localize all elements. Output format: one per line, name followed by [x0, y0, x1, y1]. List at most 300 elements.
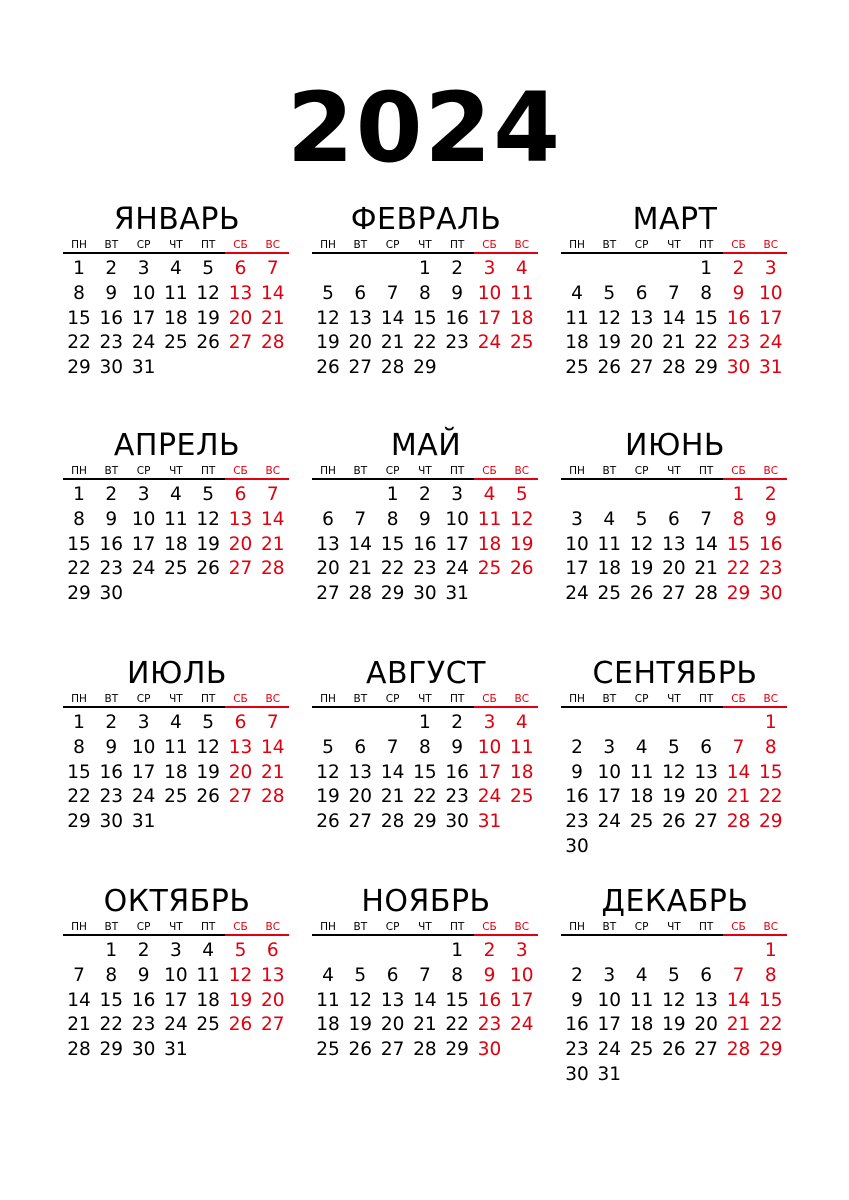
weekend-day: 5: [234, 940, 247, 961]
days-grid: [561, 938, 789, 1085]
weekday-label: СР: [634, 921, 649, 933]
weekday-label: ПТ: [699, 239, 714, 251]
day-number: 18: [629, 1014, 654, 1036]
weekday-label: ВС: [265, 239, 281, 251]
day-number: 29: [99, 1039, 124, 1061]
weekend-day: 28: [261, 332, 285, 354]
month-block: [312, 884, 540, 1063]
day-number: 14: [694, 533, 718, 555]
day-number: 20: [316, 558, 340, 580]
weekend-day: 27: [228, 786, 253, 808]
day-number: 24: [164, 1014, 188, 1036]
weekend-day: 27: [228, 332, 253, 354]
weekend-rule: [225, 934, 290, 936]
weekend-day: 17: [510, 989, 534, 1011]
day-number: 19: [662, 786, 686, 808]
day-number: 18: [164, 761, 188, 783]
weekday-label: ПН: [71, 239, 87, 251]
month-block: [63, 202, 291, 381]
weekday-label: ВТ: [602, 465, 617, 477]
day-number: 23: [445, 786, 469, 808]
day-number: 12: [662, 761, 686, 783]
day-number: 30: [99, 811, 124, 833]
weekday-label: СР: [136, 693, 151, 705]
weekday-label: ПТ: [699, 921, 714, 933]
weekend-day: 8: [732, 508, 745, 530]
weekday-label: ВТ: [104, 239, 119, 251]
day-number: 19: [662, 1014, 686, 1036]
weekend-day: 17: [477, 761, 502, 783]
weekend-day: 13: [228, 508, 253, 530]
weekend-day: 28: [726, 811, 751, 833]
day-number: 3: [137, 258, 150, 279]
day-number: 4: [170, 258, 182, 279]
day-number: 6: [322, 508, 334, 530]
day-number: 29: [445, 1039, 469, 1061]
month-block: [63, 656, 291, 835]
month-name: ИЮНЬ: [625, 428, 725, 463]
day-number: 10: [131, 282, 156, 304]
day-number: 15: [99, 989, 124, 1011]
weekend-day: 9: [483, 964, 496, 986]
day-number: 10: [131, 508, 156, 530]
day-number: 8: [451, 964, 464, 986]
weekday-header: [312, 238, 540, 252]
day-number: 23: [413, 558, 437, 580]
weekday-label: ЧТ: [418, 239, 432, 251]
day-number: 27: [662, 583, 686, 605]
day-number: 11: [164, 282, 188, 304]
day-number: 8: [700, 282, 713, 304]
day-number: 22: [67, 558, 91, 580]
day-number: 11: [164, 508, 188, 530]
weekday-label: ПТ: [450, 693, 465, 705]
weekend-day: 15: [759, 989, 783, 1011]
day-number: 24: [131, 558, 156, 580]
weekday-label: СБ: [482, 465, 497, 477]
day-number: 4: [170, 712, 182, 733]
weekday-label: СР: [136, 921, 151, 933]
day-number: 17: [445, 533, 469, 555]
year-title: 2024: [286, 72, 563, 184]
day-number: 10: [131, 736, 156, 758]
day-number: 15: [67, 307, 91, 329]
weekend-day: 14: [261, 736, 285, 758]
day-number: 25: [164, 332, 188, 354]
day-number: 23: [99, 332, 124, 354]
day-number: 7: [700, 508, 713, 530]
day-number: 27: [348, 811, 373, 833]
day-number: 21: [694, 558, 718, 580]
day-number: 25: [629, 1039, 654, 1061]
day-number: 31: [597, 1064, 622, 1085]
day-number: 3: [571, 508, 583, 530]
weekday-label: ПТ: [699, 465, 714, 477]
weekend-day: 1: [764, 712, 777, 733]
weekend-rule: [474, 478, 539, 480]
days-grid: [561, 482, 789, 607]
weekday-label: ПТ: [201, 693, 216, 705]
day-number: 11: [565, 307, 589, 329]
weekend-day: 7: [266, 258, 279, 279]
day-number: 12: [196, 508, 220, 530]
weekday-label: ПН: [320, 921, 336, 933]
day-number: 11: [629, 989, 654, 1011]
weekend-day: 8: [764, 964, 777, 986]
weekend-day: 28: [726, 1039, 751, 1061]
day-number: 25: [196, 1014, 220, 1036]
day-number: 1: [419, 258, 431, 279]
day-number: 9: [105, 282, 118, 304]
days-grid: [63, 482, 291, 607]
weekday-label: ПН: [320, 693, 336, 705]
day-number: 7: [354, 508, 367, 530]
day-number: 25: [164, 786, 188, 808]
month-name: ДЕКАБРЬ: [601, 884, 749, 919]
weekend-day: 22: [759, 786, 783, 808]
day-number: 31: [131, 357, 156, 379]
weekend-day: 14: [261, 282, 285, 304]
weekday-label: ВС: [265, 465, 281, 477]
day-number: 20: [348, 332, 373, 354]
weekend-day: 11: [510, 736, 534, 758]
day-number: 5: [202, 712, 215, 733]
weekday-label: ВС: [514, 921, 530, 933]
weekend-day: 12: [510, 508, 534, 530]
weekend-day: 6: [234, 712, 247, 733]
day-number: 16: [99, 761, 124, 783]
day-number: 18: [316, 1014, 340, 1036]
day-number: 23: [131, 1014, 156, 1036]
day-number: 2: [571, 964, 583, 986]
weekend-day: 23: [759, 558, 783, 580]
weekday-label: ВТ: [104, 921, 119, 933]
day-number: 4: [170, 484, 182, 505]
weekend-day: 6: [234, 484, 247, 505]
day-number: 26: [196, 786, 220, 808]
day-number: 29: [694, 357, 718, 379]
weekend-day: 17: [759, 307, 783, 329]
weekday-label: ПТ: [201, 465, 216, 477]
month-block: [561, 656, 789, 857]
day-number: 11: [316, 989, 340, 1011]
weekend-day: 18: [510, 761, 534, 783]
weekday-label: ВТ: [104, 465, 119, 477]
month-block: [561, 428, 789, 607]
day-number: 9: [451, 736, 464, 758]
weekday-label: ПТ: [450, 239, 465, 251]
weekday-label: СР: [634, 465, 649, 477]
day-number: 23: [445, 332, 469, 354]
weekday-header: [312, 920, 540, 934]
day-number: 26: [662, 811, 686, 833]
weekend-day: 25: [477, 558, 502, 580]
day-number: 13: [380, 989, 405, 1011]
day-number: 2: [451, 712, 464, 733]
weekday-header: [561, 464, 789, 478]
day-number: 20: [662, 558, 686, 580]
day-number: 9: [419, 508, 431, 530]
day-number: 26: [316, 357, 340, 379]
day-number: 30: [131, 1039, 156, 1061]
day-number: 26: [629, 583, 654, 605]
weekend-rule: [723, 706, 788, 708]
weekday-rule: [312, 934, 474, 936]
day-number: 21: [348, 558, 373, 580]
day-number: 30: [99, 357, 124, 379]
weekday-label: ВТ: [602, 693, 617, 705]
month-block: [561, 884, 789, 1085]
month-block: [312, 428, 540, 607]
day-number: 27: [348, 357, 373, 379]
day-number: 1: [700, 258, 713, 279]
day-number: 15: [413, 761, 437, 783]
day-number: 18: [164, 307, 188, 329]
day-number: 16: [565, 786, 589, 808]
weekday-label: ЧТ: [667, 693, 681, 705]
day-number: 1: [73, 258, 85, 279]
weekday-label: ВТ: [602, 239, 617, 251]
weekday-label: ВТ: [104, 693, 119, 705]
month-name: АПРЕЛЬ: [113, 428, 241, 463]
day-number: 28: [413, 1039, 437, 1061]
weekend-day: 31: [477, 811, 502, 833]
weekend-day: 1: [764, 940, 777, 961]
day-number: 28: [662, 357, 686, 379]
day-number: 3: [137, 712, 150, 733]
day-number: 14: [662, 307, 686, 329]
day-number: 15: [380, 533, 405, 555]
day-number: 15: [67, 761, 91, 783]
weekend-day: 27: [228, 558, 253, 580]
day-number: 30: [99, 583, 124, 605]
day-number: 26: [196, 332, 220, 354]
weekday-header: [312, 464, 540, 478]
day-number: 28: [694, 583, 718, 605]
weekday-label: ПТ: [699, 693, 714, 705]
weekend-day: 29: [726, 583, 751, 605]
weekday-label: ВС: [514, 465, 530, 477]
day-number: 8: [73, 736, 85, 758]
weekday-label: ПТ: [450, 921, 465, 933]
day-number: 19: [316, 786, 340, 808]
weekday-header: [561, 238, 789, 252]
day-number: 17: [597, 1014, 622, 1036]
day-number: 2: [137, 940, 150, 961]
month-name: ФЕВРАЛЬ: [350, 202, 502, 237]
weekday-rule: [312, 252, 474, 254]
month-block: [312, 656, 540, 835]
weekday-header: [561, 692, 789, 706]
day-number: 18: [565, 332, 589, 354]
day-number: 7: [668, 282, 680, 304]
day-number: 17: [597, 786, 622, 808]
weekday-label: СБ: [233, 239, 248, 251]
weekend-day: 5: [515, 484, 528, 505]
day-number: 15: [694, 307, 718, 329]
weekend-day: 16: [759, 533, 783, 555]
day-number: 16: [565, 1014, 589, 1036]
weekend-day: 13: [261, 964, 285, 986]
day-number: 20: [380, 1014, 405, 1036]
weekday-label: ЧТ: [667, 465, 681, 477]
weekend-day: 10: [510, 964, 534, 986]
day-number: 8: [73, 282, 85, 304]
day-number: 26: [662, 1039, 686, 1061]
day-number: 9: [571, 989, 583, 1011]
weekend-day: 20: [228, 761, 253, 783]
weekend-day: 20: [261, 989, 285, 1011]
day-number: 5: [668, 964, 680, 986]
day-number: 2: [105, 258, 118, 279]
day-number: 3: [603, 964, 616, 986]
day-number: 13: [629, 307, 654, 329]
day-number: 2: [571, 736, 583, 758]
day-number: 29: [67, 357, 91, 379]
weekday-label: ВС: [514, 239, 530, 251]
weekend-day: 20: [228, 307, 253, 329]
weekend-day: 24: [477, 332, 502, 354]
weekday-label: СБ: [482, 921, 497, 933]
day-number: 6: [700, 736, 713, 758]
weekday-rule: [312, 478, 474, 480]
month-name: АВГУСТ: [366, 656, 486, 691]
weekend-rule: [225, 478, 290, 480]
weekend-day: 23: [726, 332, 751, 354]
day-number: 1: [386, 484, 399, 505]
weekday-label: ПН: [569, 693, 585, 705]
day-number: 25: [316, 1039, 340, 1061]
weekday-label: ПН: [320, 465, 336, 477]
weekend-day: 14: [261, 508, 285, 530]
weekday-label: СР: [136, 465, 151, 477]
weekend-day: 24: [477, 786, 502, 808]
day-number: 13: [662, 533, 686, 555]
day-number: 4: [603, 508, 616, 530]
weekday-label: СР: [385, 239, 400, 251]
day-number: 8: [419, 282, 431, 304]
day-number: 8: [105, 964, 118, 986]
month-name: СЕНТЯБРЬ: [592, 656, 758, 691]
day-number: 31: [164, 1039, 188, 1061]
day-number: 8: [386, 508, 399, 530]
day-number: 25: [164, 558, 188, 580]
day-number: 14: [413, 989, 437, 1011]
day-number: 1: [73, 712, 85, 733]
day-number: 4: [202, 940, 215, 961]
weekend-day: 15: [759, 761, 783, 783]
month-name: ИЮЛЬ: [127, 656, 227, 691]
month-name: МАРТ: [632, 202, 718, 237]
day-number: 1: [419, 712, 431, 733]
day-number: 26: [597, 357, 622, 379]
weekend-day: 7: [732, 736, 745, 758]
weekend-day: 17: [477, 307, 502, 329]
day-number: 16: [99, 533, 124, 555]
day-number: 12: [597, 307, 622, 329]
weekend-day: 3: [483, 712, 496, 733]
weekday-label: СБ: [482, 239, 497, 251]
day-number: 22: [67, 332, 91, 354]
weekend-rule: [225, 252, 290, 254]
day-number: 2: [105, 712, 118, 733]
weekday-label: ВТ: [353, 239, 368, 251]
day-number: 13: [348, 307, 373, 329]
day-number: 24: [565, 583, 589, 605]
weekday-rule: [312, 706, 474, 708]
day-number: 3: [170, 940, 182, 961]
weekday-label: ПН: [71, 465, 87, 477]
weekday-label: ЧТ: [418, 465, 432, 477]
weekend-day: 10: [477, 736, 502, 758]
day-number: 5: [202, 484, 215, 505]
weekend-rule: [723, 252, 788, 254]
day-number: 25: [597, 583, 622, 605]
day-number: 1: [73, 484, 85, 505]
day-number: 3: [603, 736, 616, 758]
day-number: 19: [196, 533, 220, 555]
weekday-header: [63, 464, 291, 478]
day-number: 12: [662, 989, 686, 1011]
day-number: 10: [565, 533, 589, 555]
weekend-day: 28: [261, 786, 285, 808]
weekend-day: 8: [764, 736, 777, 758]
weekend-day: 9: [732, 282, 745, 304]
day-number: 26: [316, 811, 340, 833]
weekday-header: [561, 920, 789, 934]
day-number: 17: [131, 307, 156, 329]
day-number: 23: [99, 558, 124, 580]
weekend-day: 21: [261, 761, 285, 783]
weekend-day: 14: [726, 761, 751, 783]
weekend-day: 28: [261, 558, 285, 580]
day-number: 24: [597, 811, 622, 833]
day-number: 27: [694, 1039, 718, 1061]
day-number: 6: [354, 736, 367, 758]
weekend-day: 10: [759, 282, 783, 304]
day-number: 10: [445, 508, 469, 530]
day-number: 18: [164, 533, 188, 555]
day-number: 12: [348, 989, 373, 1011]
day-number: 11: [196, 964, 220, 986]
weekend-day: 11: [510, 282, 534, 304]
day-number: 14: [380, 761, 405, 783]
days-grid: [561, 256, 789, 381]
day-number: 7: [73, 964, 85, 986]
day-number: 6: [386, 964, 399, 986]
day-number: 27: [629, 357, 654, 379]
weekday-rule: [63, 478, 225, 480]
weekday-label: ЧТ: [667, 239, 681, 251]
weekday-label: СР: [634, 239, 649, 251]
day-number: 16: [413, 533, 437, 555]
day-number: 12: [316, 761, 340, 783]
day-number: 17: [164, 989, 188, 1011]
weekend-day: 16: [726, 307, 751, 329]
weekend-rule: [225, 706, 290, 708]
day-number: 27: [694, 811, 718, 833]
weekday-label: ВС: [763, 239, 779, 251]
day-number: 4: [322, 964, 334, 986]
day-number: 17: [565, 558, 589, 580]
day-number: 16: [131, 989, 156, 1011]
weekday-label: ПН: [71, 921, 87, 933]
day-number: 20: [629, 332, 654, 354]
weekday-label: ЧТ: [667, 921, 681, 933]
day-number: 21: [413, 1014, 437, 1036]
weekday-label: ВТ: [353, 921, 368, 933]
day-number: 11: [164, 736, 188, 758]
